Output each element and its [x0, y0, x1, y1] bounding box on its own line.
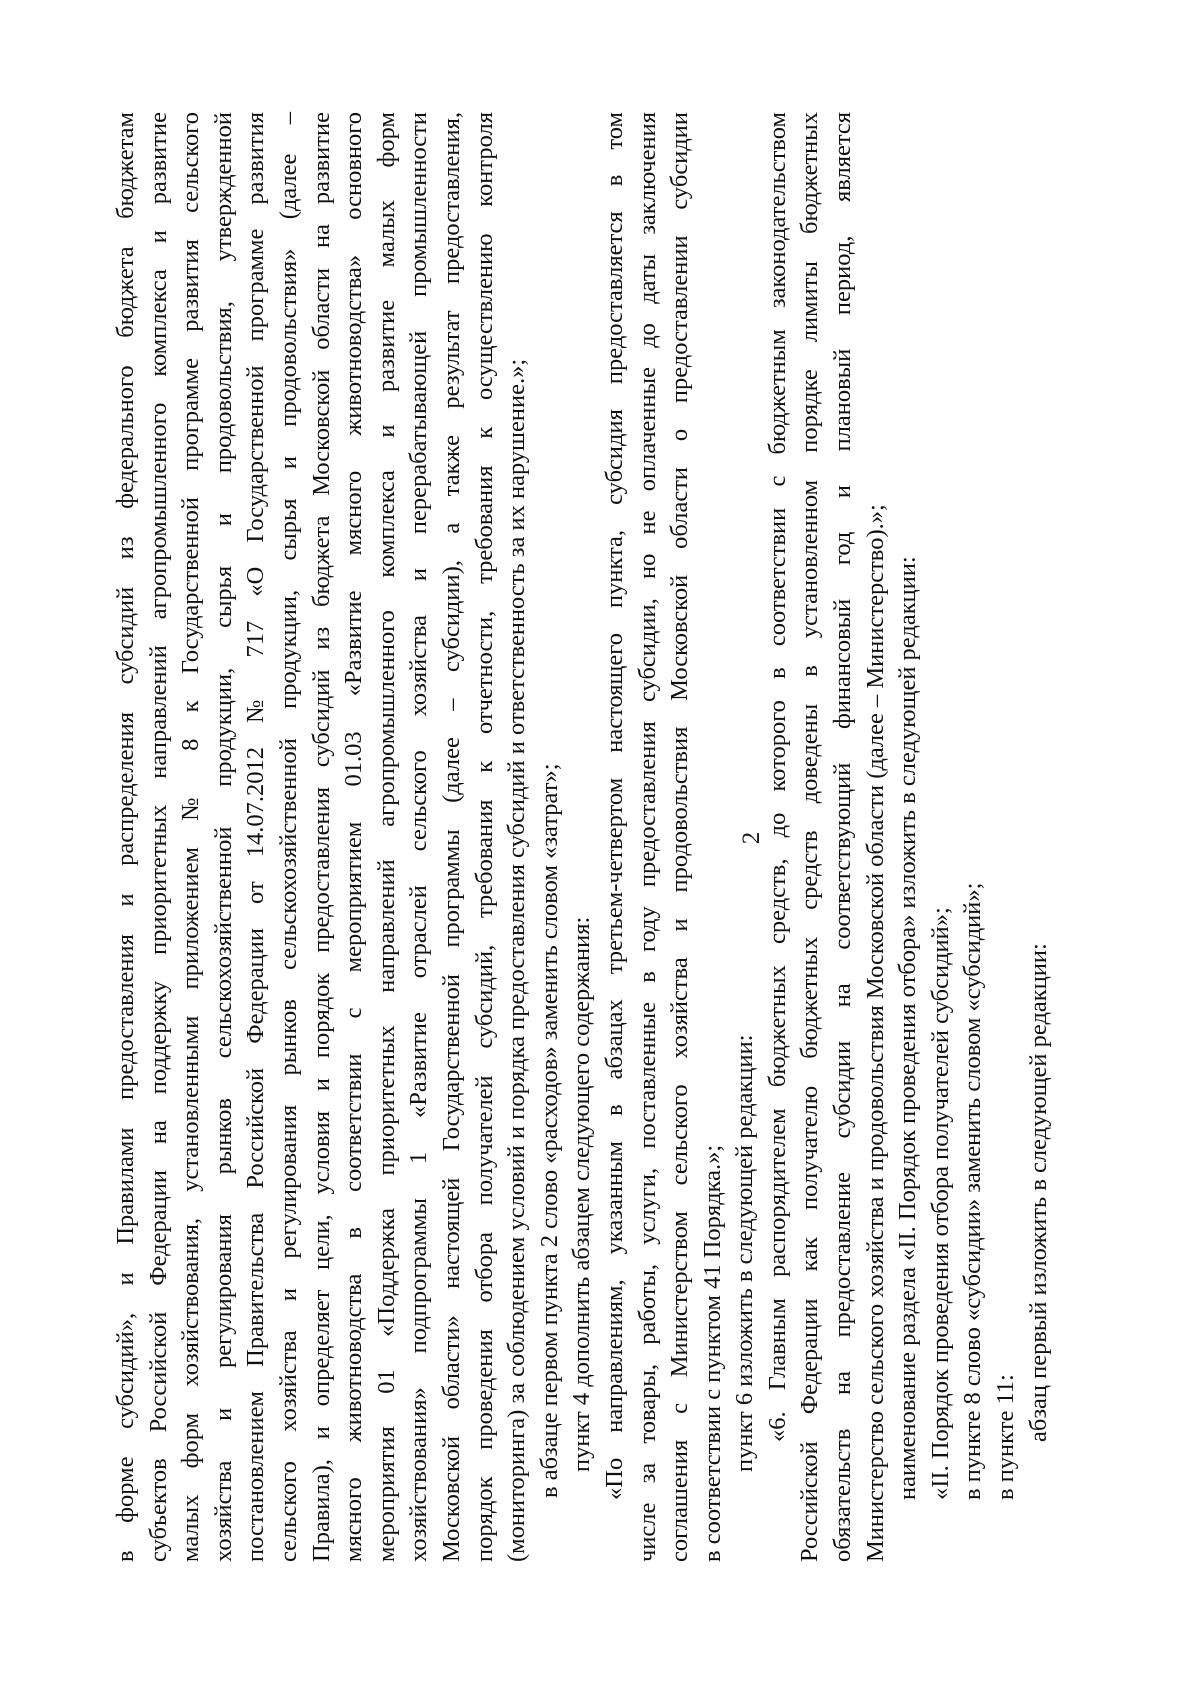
body-line-2: субъектов Российской Федерации на поддержку приоритетных направлений агропромышленного комплекса и развитие: [144, 112, 172, 1562]
body-line-28: в пункте 11:: [992, 1374, 1020, 1500]
body-line-14: в абзаце первом пункта 2 слово «расходов» заменить словом «затрат»;: [535, 763, 563, 1498]
page-number: 2: [738, 831, 765, 845]
body-line-1: в форме субсидий», и Правилами предоставления и распределения субсидий из федерального бюджета бюджетам: [112, 112, 139, 1562]
body-line-15: пункт 4 дополнить абзацем следующего содержания:: [568, 916, 596, 1472]
body-line-17: числе за товары, работы, услуги, поставленные в году предоставления субсидии, но не оплаченные до даты заключения: [633, 112, 661, 1562]
body-line-7: Правила), и определяет цели, условия и порядок предоставления субсидий из бюджета Московской области на развитие: [307, 112, 335, 1562]
body-line-20: пункт 6 изложить в следующей редакции:: [731, 1034, 759, 1472]
body-line-27: в пункте 8 слово «субсидии» заменить словом «субсидий»;: [959, 882, 987, 1500]
document-body: [110, 112, 1090, 1562]
body-line-18: соглашения с Министерством сельского хозяйства и продовольствия Московской области о предоставлении субсидии: [666, 112, 694, 1562]
body-line-5: постановлением Правительства Российской Федерации от 14.07.2012 № 717 «О Государственной программе развития: [242, 112, 270, 1562]
body-line-10: хозяйствования» подпрограммы 1 «Развитие отраслей сельского хозяйства и перерабатывающей промышленности: [405, 112, 433, 1562]
body-line-12: порядок проведения отбора получателей субсидий, требования к отчетности, требования к осуществлению контроля: [470, 112, 498, 1562]
body-line-8: мясного животноводства в соответствии с мероприятием 01.03 «Развитие мясного животноводства» основного: [340, 112, 368, 1562]
body-line-19: в соответствии с пунктом 41 Порядка.»;: [698, 1144, 726, 1562]
body-line-6: сельского хозяйства и регулирования рынков сельскохозяйственной продукции, сырья и продовольствия» (далее –: [274, 112, 302, 1562]
body-line-16: «По направлениям, указанным в абзацах третьем-четвертом настоящего пункта, субсидия предоставляется в том: [600, 112, 628, 1500]
body-line-9: мероприятия 01 «Поддержка приоритетных направлений агропромышленного комплекса и развитие малых форм: [372, 112, 400, 1562]
body-line-22: Российской Федерации как получателю бюджетных средств доведены в установленном порядке лимиты бюджетных: [796, 112, 824, 1562]
body-line-11: Московской области» настоящей Государственной программы (далее – субсидии), а также результат предоставления,: [437, 112, 465, 1562]
body-line-13: (мониторинга) за соблюдением условий и порядка предоставления субсидий и ответственность за их нарушение.»;: [503, 358, 531, 1562]
body-line-29: абзац первый изложить в следующей редакции:: [1024, 943, 1052, 1442]
body-line-26: «II. Порядок проведения отбора получателей субсидий»;: [926, 907, 954, 1500]
body-line-24: Министерство сельского хозяйства и продовольствия Московской области (далее – Министерство).»;: [861, 504, 889, 1562]
body-line-21: «6. Главным распорядителем бюджетных средств, до которого в соответствии с бюджетным законодательством: [763, 112, 791, 1442]
body-line-23: обязательств на предоставление субсидии на соответствующий финансовый год и плановый период, является: [829, 112, 857, 1562]
body-line-3: малых форм хозяйствования, установленными приложением № 8 к Государственной программе развития сельского: [177, 112, 205, 1562]
body-line-25: наименование раздела «II. Порядок проведения отбора» изложить в следующей редакции:: [894, 556, 922, 1500]
body-line-4: хозяйства и регулирования рынков сельскохозяйственной продукции, сырья и продовольствия, утвержденной: [209, 112, 237, 1562]
